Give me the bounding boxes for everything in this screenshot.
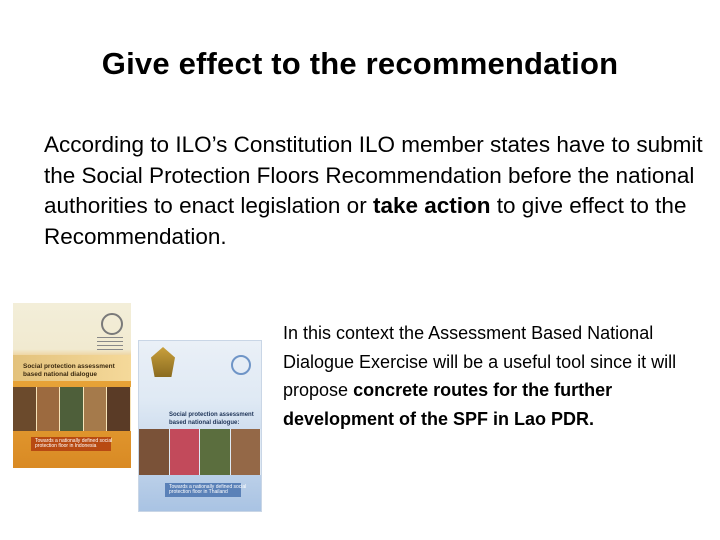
slide-title: Give effect to the recommendation — [101, 46, 619, 81]
ilo-logo-icon — [101, 313, 123, 335]
cover-footer: Towards a nationally defined social protection floor in Thailand — [169, 484, 247, 495]
logo-caption-lines — [97, 337, 123, 351]
emblem-icon — [151, 347, 175, 377]
main-paragraph-emphasis: take action — [372, 193, 491, 218]
cover-photo-strip — [139, 429, 261, 475]
main-paragraph-text: According to ILO’s Constitution ILO member states have to submit the Social Protection Floors Recommendation before the national authorities to enact legislation or — [44, 132, 703, 218]
main-paragraph — [44, 130, 704, 252]
side-paragraph-text: In this context the Assessment Based National Dialogue Exercise will be a useful tool since it will propose — [283, 323, 677, 400]
side-paragraph-emphasis: concrete routes for the further development of the SPF in Lao PDR. — [283, 380, 613, 429]
cover-heading: Social protection assessment based national dialogue: — [169, 412, 254, 426]
cover-footer: Towards a nationally defined social protection floor in Indonesia — [35, 438, 113, 449]
cover-photo-strip — [13, 387, 131, 431]
side-paragraph — [283, 319, 713, 433]
main-paragraph-tail: to give effect to the Recommendation. — [44, 193, 687, 249]
thailand-report-cover-image — [138, 340, 262, 512]
indonesia-report-cover-image — [13, 303, 131, 468]
cover-heading: Social protection assessment based national dialogue — [23, 363, 115, 378]
un-logo-icon — [231, 355, 251, 375]
